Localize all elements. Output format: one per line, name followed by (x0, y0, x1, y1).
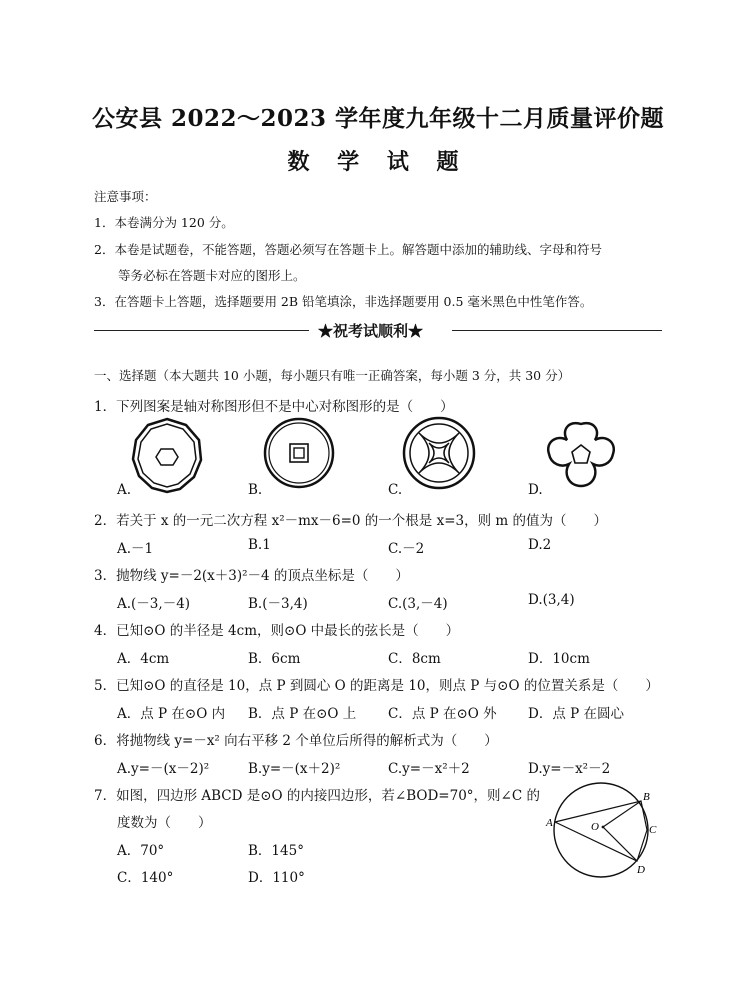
exam-title: 公安县 2022～2023 学年度九年级十二月质量评价题 (91, 105, 665, 132)
question-2-option: B.1 (248, 537, 271, 553)
divider-right (452, 330, 662, 331)
note-item: 等务必标在答题卡对应的图形上。 (118, 268, 306, 283)
question-5-option: A．点 P 在⊙O 内 (117, 706, 226, 722)
question-7-option: D．110° (248, 870, 305, 886)
figure-option-c (402, 414, 476, 492)
figure-label-c: C (649, 824, 657, 836)
question-7-option: C．140° (117, 870, 174, 886)
question-1-option: C. (388, 482, 403, 498)
question-2-option: A.－1 (117, 541, 154, 557)
note-item: 1．本卷满分为 120 分。 (94, 215, 234, 230)
question-5-stem: 5．已知⊙O 的直径是 10，点 P 到圆心 O 的距离是 10，则点 P 与⊙O 的位置关系是（ ） (94, 678, 659, 694)
banner: ★祝考试顺利★ (318, 322, 424, 340)
figure-option-a (130, 416, 205, 494)
question-7-figure (543, 782, 663, 882)
notes-heading: 注意事项： (94, 189, 157, 204)
question-7-stem-continued: 度数为（ ） (117, 815, 212, 831)
question-4-option: D．10cm (528, 651, 590, 667)
divider-left (94, 330, 309, 331)
question-6-option: D.y=－x²－2 (528, 761, 611, 777)
figure-option-b (263, 414, 335, 492)
question-7-stem: 7．如图，四边形 ABCD 是⊙O 的内接四边形，若∠BOD=70°，则∠C 的 (94, 788, 540, 804)
figure-option-d (543, 418, 619, 490)
figure-label-o: O (591, 821, 599, 833)
note-item: 2．本卷是试题卷，不能答题，答题必须写在答题卡上。解答题中添加的辅助线、字母和符号 (94, 242, 602, 257)
question-5-option: C．点 P 在⊙O 外 (388, 706, 497, 722)
question-7-option: B．145° (248, 843, 304, 859)
question-5-option: B．点 P 在⊙O 上 (248, 706, 357, 722)
question-2-option: D.2 (528, 537, 552, 553)
figure-label-b: B (643, 791, 650, 803)
question-4-option: B．6cm (248, 651, 301, 667)
section-heading: 一、选择题（本大题共 10 小题，每小题只有唯一正确答案，每小题 3 分，共 30 分） (94, 368, 571, 383)
question-3-stem: 3．抛物线 y=－2(x＋3)²－4 的顶点坐标是（ ） (94, 568, 409, 584)
question-5-option: D．点 P 在圆心 (528, 706, 624, 722)
question-3-option: D.(3,4) (528, 592, 575, 608)
question-4-option: C．8cm (388, 651, 441, 667)
question-6-option: B.y=－(x＋2)² (248, 761, 341, 777)
question-4-stem: 4．已知⊙O 的半径是 4cm，则⊙O 中最长的弦长是（ ） (94, 623, 460, 639)
question-2-option: C.－2 (388, 541, 425, 557)
question-1-option: D. (528, 482, 543, 498)
note-item: 3．在答题卡上答题，选择题要用 2B 铅笔填涂，非选择题要用 0.5 毫米黑色中性笔作答。 (94, 294, 593, 309)
question-6-option: C.y=－x²＋2 (388, 761, 470, 777)
question-6-option: A.y=－(x－2)² (117, 761, 210, 777)
figure-label-a: A (546, 817, 553, 829)
question-7-option: A．70° (117, 843, 165, 859)
question-3-option: B.(－3,4) (248, 596, 308, 612)
question-1-option: A. (117, 482, 132, 498)
question-1-stem: 1．下列图案是轴对称图形但不是中心对称图形的是（ ） (94, 399, 454, 415)
exam-subtitle: 数 学 试 题 (287, 149, 469, 175)
figure-label-d: D (637, 864, 645, 876)
question-1-option: B. (248, 482, 263, 498)
question-3-option: A.(－3,－4) (117, 596, 191, 612)
question-2-stem: 2．若关于 x 的一元二次方程 x²－mx－6=0 的一个根是 x=3，则 m 的值为（ ） (94, 513, 607, 529)
question-6-stem: 6．将抛物线 y=－x² 向右平移 2 个单位后所得的解析式为（ ） (94, 733, 498, 749)
question-3-option: C.(3,－4) (388, 596, 448, 612)
question-4-option: A．4cm (117, 651, 170, 667)
